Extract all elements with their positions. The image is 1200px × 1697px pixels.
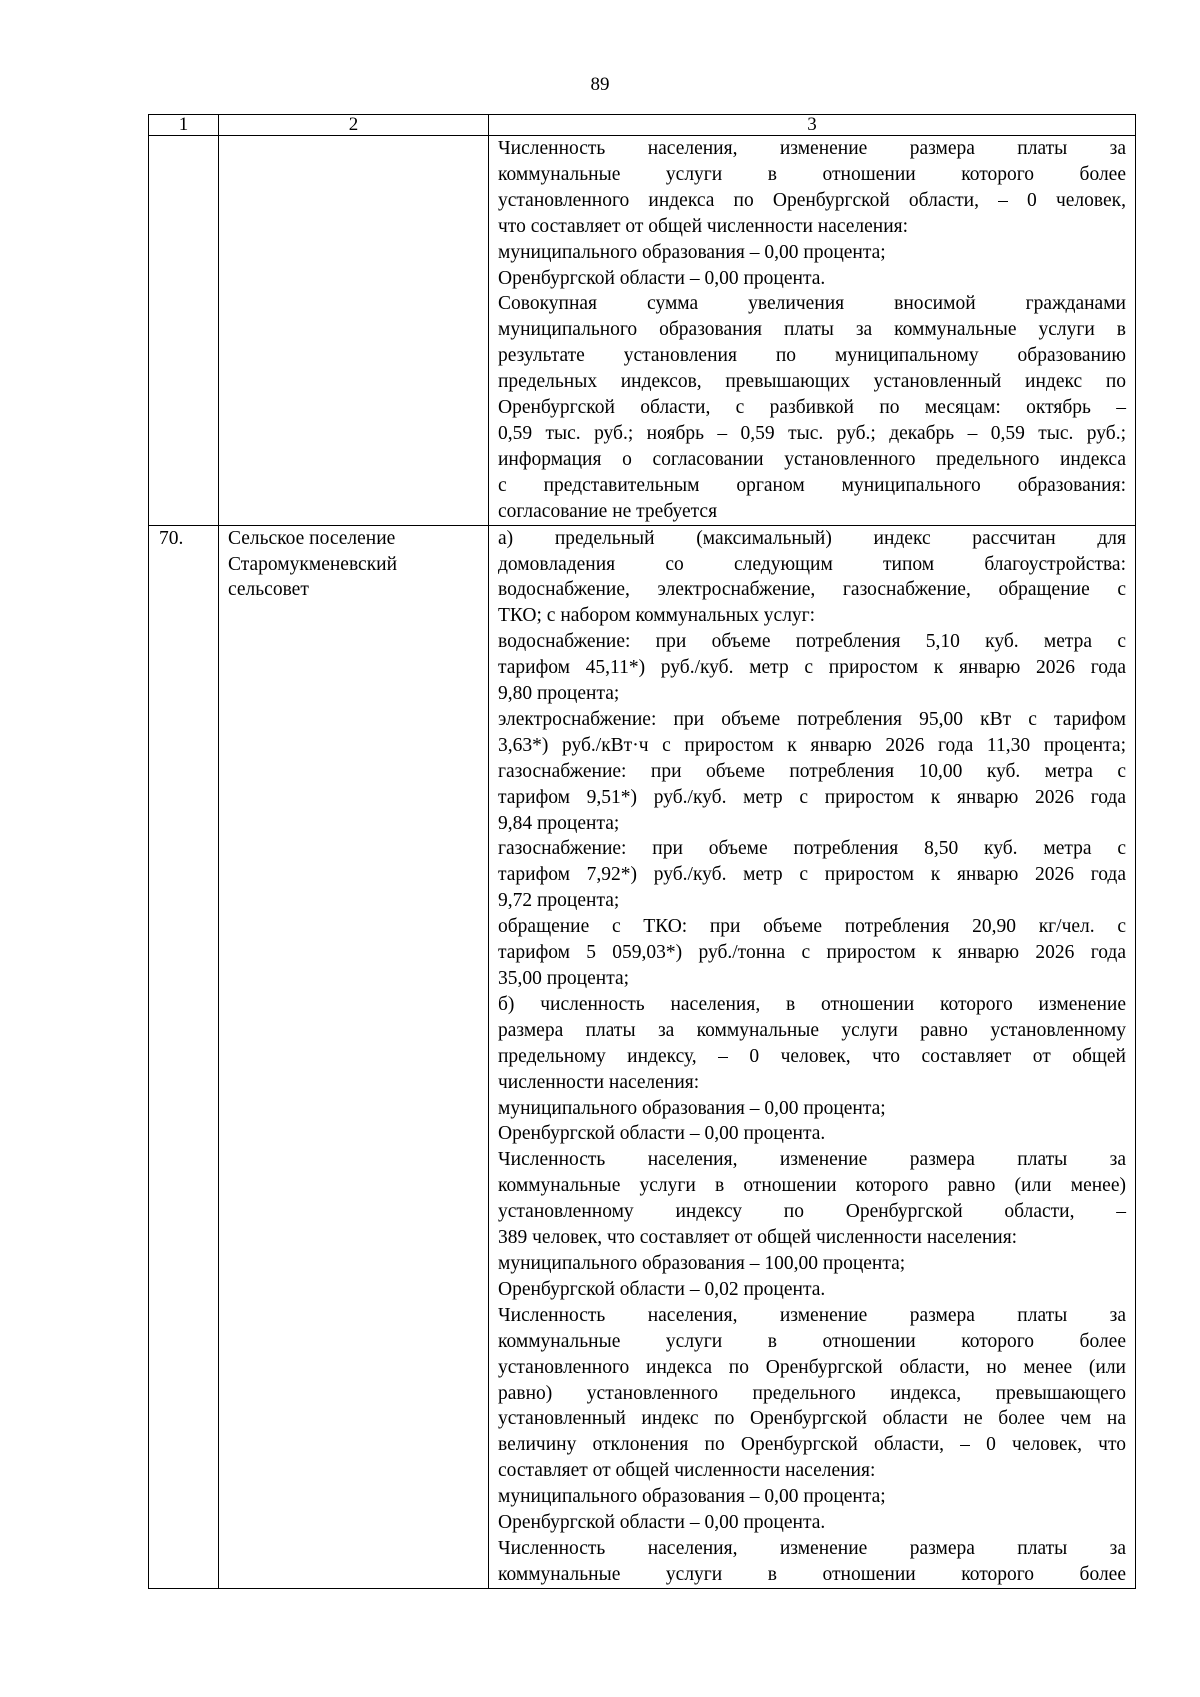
text-line: коммунальные услуги в отношении которого более	[498, 1330, 1126, 1352]
text-line: Численность населения, изменение размера платы за	[498, 138, 1126, 159]
text-line: Численность населения, изменение размера платы за	[498, 1149, 1126, 1171]
description-text	[498, 526, 1126, 1588]
text-line: Оренбургской области – 0,00 процента.	[498, 1512, 826, 1534]
text-line: численности населения:	[498, 1071, 700, 1093]
text-line: 0,59 тыс. руб.; ноябрь – 0,59 тыс. руб.; декабрь – 0,59 тыс. руб.;	[498, 422, 1126, 444]
text-line: ТКО; с набором коммунальных услуг:	[498, 605, 816, 627]
text-line: муниципального образования – 0,00 процента;	[498, 1486, 886, 1508]
text-line: коммунальные услуги в отношении которого более	[498, 163, 1126, 185]
text-line: тарифом 7,92*) руб./куб. метр с приростом к январю 2026 года	[498, 864, 1126, 886]
row-number: 70.	[149, 525, 219, 1588]
text-line: муниципального образования платы за коммунальные услуги в	[498, 319, 1126, 341]
text-line: установленному индексу по Оренбургской области, –	[498, 1201, 1126, 1223]
text-line: Оренбургской области – 0,00 процента.	[498, 1123, 826, 1145]
text-line: предельных индексов, превышающих установленный индекс по	[498, 371, 1126, 393]
text-line: муниципального образования – 100,00 процента;	[498, 1252, 906, 1274]
text-line: домовладения со следующим типом благоустройства:	[498, 553, 1126, 575]
text-line: 9,84 процента;	[498, 812, 620, 834]
page-number: 89	[590, 74, 610, 95]
document-table	[148, 114, 1136, 1589]
text-line: Оренбургской области – 0,02 процента.	[498, 1278, 826, 1300]
column-header: 3	[489, 115, 1136, 136]
column-header: 1	[149, 115, 219, 136]
text-line: Оренбургской области – 0,00 процента.	[498, 267, 826, 289]
text-line: а) предельный (максимальный) индекс рассчитан для	[498, 527, 1126, 549]
text-line: установленного индекса по Оренбургской области, – 0 человек,	[498, 189, 1126, 211]
row-number-cell	[149, 136, 219, 526]
text-line: согласование не требуется	[498, 500, 718, 522]
text-line: обращение с ТКО: при объеме потребления 20,90 кг/чел. с	[498, 916, 1126, 938]
text-line: газоснабжение: при объеме потребления 8,50 куб. метра с	[498, 838, 1126, 860]
table-header-row	[149, 115, 1136, 136]
text-line: муниципального образования – 0,00 процента;	[498, 1097, 886, 1119]
row-name-cell	[219, 525, 489, 1588]
text-line: 389 человек, что составляет от общей численности населения:	[498, 1227, 1018, 1249]
settlement-name-line: Сельское поселение	[228, 527, 396, 549]
text-line: 9,72 процента;	[498, 890, 620, 912]
text-line: Численность населения, изменение размера платы за	[498, 1537, 1126, 1559]
text-line: величину отклонения по Оренбургской области, – 0 человек, что	[498, 1434, 1126, 1456]
text-line: тарифом 5 059,03*) руб./тонна с приростом к январю 2026 года	[498, 942, 1126, 964]
text-line: составляет от общей численности населения:	[498, 1460, 876, 1482]
text-line: Оренбургской области, с разбивкой по месяцам: октябрь –	[498, 397, 1126, 419]
text-line: 3,63*) руб./кВт·ч с приростом к январю 2026 года 11,30 процента;	[498, 734, 1126, 756]
text-line: 9,80 процента;	[498, 683, 620, 705]
text-line: что составляет от общей численности населения:	[498, 215, 909, 237]
text-line: равно) установленного предельного индекса, превышающего	[498, 1382, 1126, 1404]
text-line: муниципального образования – 0,00 процента;	[498, 241, 886, 263]
text-line: водоснабжение: при объеме потребления 5,10 куб. метра с	[498, 631, 1126, 653]
text-line: результате установления по муниципальному образованию	[498, 345, 1126, 367]
text-line: б) численность населения, в отношении которого изменение	[498, 993, 1126, 1015]
text-line: водоснабжение, электроснабжение, газоснабжение, обращение с	[498, 579, 1126, 601]
text-line: размера платы за коммунальные услуги равно установленному	[498, 1019, 1126, 1041]
text-line: тарифом 9,51*) руб./куб. метр с приростом к январю 2026 года	[498, 786, 1126, 808]
row-description-cell	[489, 525, 1136, 1588]
text-line: установленного индекса по Оренбургской области, но менее (или	[498, 1356, 1126, 1378]
text-line: с представительным органом муниципального образования:	[498, 474, 1126, 496]
text-line: предельному индексу, – 0 человек, что составляет от общей	[498, 1045, 1126, 1067]
text-line: коммунальные услуги в отношении которого более	[498, 1563, 1126, 1585]
table-row	[149, 525, 1136, 1588]
text-line: установленный индекс по Оренбургской области не более чем на	[498, 1408, 1126, 1430]
text-line: Совокупная сумма увеличения вносимой гражданами	[498, 293, 1126, 315]
table-row-continuation	[149, 136, 1136, 526]
text-line: электроснабжение: при объеме потребления 95,00 кВт с тарифом	[498, 708, 1126, 730]
settlement-name-line: Старомукменевский	[228, 553, 398, 575]
text-line: коммунальные услуги в отношении которого равно (или менее)	[498, 1175, 1126, 1197]
text-line: информация о согласовании установленного предельного индекса	[498, 448, 1126, 470]
text-line: тарифом 45,11*) руб./куб. метр с приростом к январю 2026 года	[498, 657, 1126, 679]
settlement-name-line: сельсовет	[228, 579, 309, 601]
description-text	[498, 136, 1126, 525]
text-line: Численность населения, изменение размера платы за	[498, 1304, 1126, 1326]
text-line: 35,00 процента;	[498, 968, 630, 989]
row-description-cell	[489, 136, 1136, 526]
row-name-cell	[219, 136, 489, 526]
text-line: газоснабжение: при объеме потребления 10,00 куб. метра с	[498, 760, 1126, 782]
column-header: 2	[219, 115, 489, 136]
